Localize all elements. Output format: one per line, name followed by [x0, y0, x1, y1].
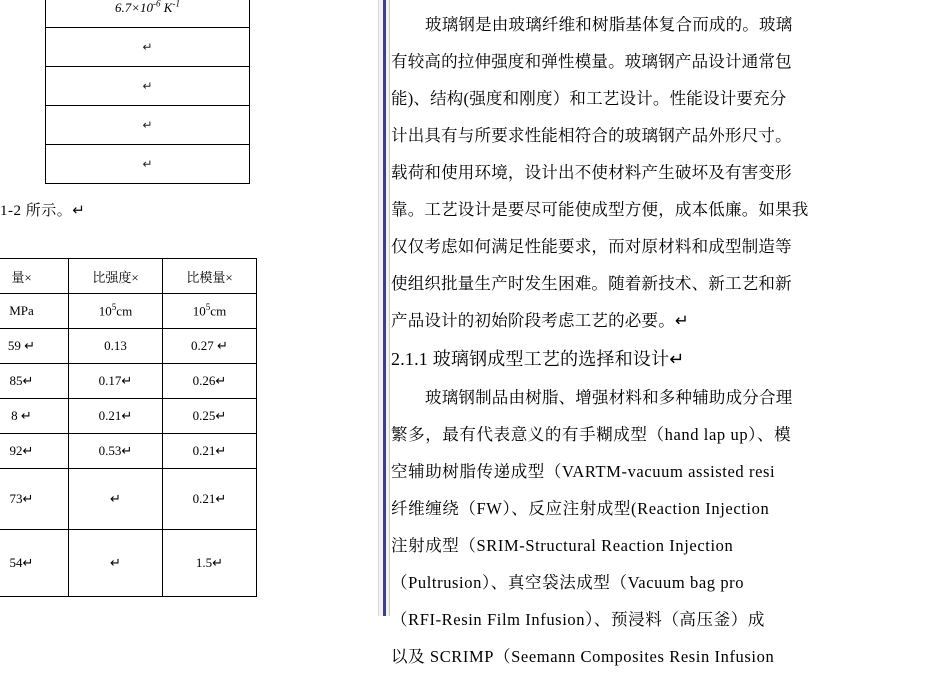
paragraph-line: 使组织批量生产时发生困难。随着新技术、新工艺和新 [391, 274, 792, 293]
table-cell: 54↵ [0, 530, 69, 597]
paragraph-line: （RFI-Resin Film Infusion）、预浸料（高压釜）成 [391, 610, 765, 629]
left-document-page [0, 0, 378, 616]
paragraph-line: 靠。工艺设计是要尽可能使成型方便，成本低廉。如果我 [391, 200, 809, 219]
paragraph-line: 以及 SCRIMP（Seemann Composites Resin Infusion [391, 647, 775, 666]
table-cell: 0.21↵ [163, 469, 257, 530]
table-header-row [0, 259, 257, 294]
paragraph-line: 能)、结构(强度和刚度）和工艺设计。性能设计要充分 [391, 89, 787, 108]
table-subheader-cell: $10^5cm$ [69, 294, 163, 329]
section-heading: 2.1.1 玻璃钢成型工艺的选择和设计↵ [391, 349, 685, 369]
table-subheader-row [0, 294, 257, 329]
table-cell: 92↵ [0, 434, 69, 469]
paragraph-line: 繁多，最有代表意义的有手糊成型（hand lap up）、模 [391, 425, 792, 444]
table-cell: 85↵ [0, 364, 69, 399]
table-row [46, 106, 250, 145]
table-subheader-cell: $10^5cm$ [163, 294, 257, 329]
table-row [0, 329, 257, 364]
paragraph-line: 玻璃钢制品由树脂、增强材料和多种辅助成分合理 [425, 388, 793, 407]
table-cell: ↵ [46, 145, 250, 184]
table-header-cell: 量× [0, 259, 69, 294]
table-cell: 0.17↵ [69, 364, 163, 399]
properties-table [45, 0, 250, 184]
table-cell: 0.27 ↵ [163, 329, 257, 364]
table-cell: $6.7\times 10^{-6}$ $K^{-1}$ [46, 0, 250, 28]
paragraph-line: （Pultrusion）、真空袋法成型（Vacuum bag pro [391, 573, 745, 592]
table-cell: 0.21↵ [69, 399, 163, 434]
table-header-cell: 比模量× [163, 259, 257, 294]
table-row [0, 530, 257, 597]
table-header-cell: 比强度× [69, 259, 163, 294]
paragraph-line: 产品设计的初始阶段考虑工艺的必要。↵ [391, 311, 689, 330]
table-cell: 0.53↵ [69, 434, 163, 469]
paragraph-line: 注射成型（SRIM-Structural Reaction Injection [391, 536, 734, 555]
table-subheader-cell: MPa [0, 294, 69, 329]
table-row [46, 28, 250, 67]
table-cell: ↵ [69, 469, 163, 530]
body-text [391, 0, 951, 675]
table-row [0, 434, 257, 469]
table-cell: 0.25↵ [163, 399, 257, 434]
table-cell: 0.21↵ [163, 434, 257, 469]
paragraph-reference: 1-2 所示。↵ [0, 203, 86, 219]
table-cell: ↵ [69, 530, 163, 597]
table-cell: 0.13 [69, 329, 163, 364]
table-cell: 8 ↵ [0, 399, 69, 434]
table-row [0, 364, 257, 399]
table-row [0, 399, 257, 434]
table-cell: 0.26↵ [163, 364, 257, 399]
page-divider-bar [383, 0, 386, 616]
paragraph-line: 有较高的拉伸强度和弹性模量。玻璃钢产品设计通常包 [391, 52, 792, 71]
paragraph-line: 仅仅考虑如何满足性能要求，而对原材料和成型制造等 [391, 237, 792, 256]
paragraph-line: 纤维缠绕（FW）、反应注射成型(Reaction Injection [391, 499, 770, 518]
table-cell: ↵ [46, 106, 250, 145]
table-cell: 73↵ [0, 469, 69, 530]
table-cell: 59 ↵ [0, 329, 69, 364]
paragraph-line: 载荷和使用环境，设计出不使材料产生破坏及有害变形 [391, 163, 792, 182]
paragraph-line: 空辅助树脂传递成型（VARTM-vacuum assisted resi [391, 462, 776, 481]
comparison-table [0, 258, 257, 597]
right-document-page [391, 0, 951, 666]
paragraph-line: 计出具有与所要求性能相符合的玻璃钢产品外形尺寸。 [391, 126, 792, 145]
table-cell: ↵ [46, 28, 250, 67]
table-row [46, 67, 250, 106]
paragraph-line: 玻璃钢是由玻璃纤维和树脂基体复合而成的。玻璃 [425, 15, 793, 34]
table-row [46, 0, 250, 28]
table-row [46, 145, 250, 184]
table-cell: ↵ [46, 67, 250, 106]
table-row [0, 469, 257, 530]
table-cell: 1.5↵ [163, 530, 257, 597]
